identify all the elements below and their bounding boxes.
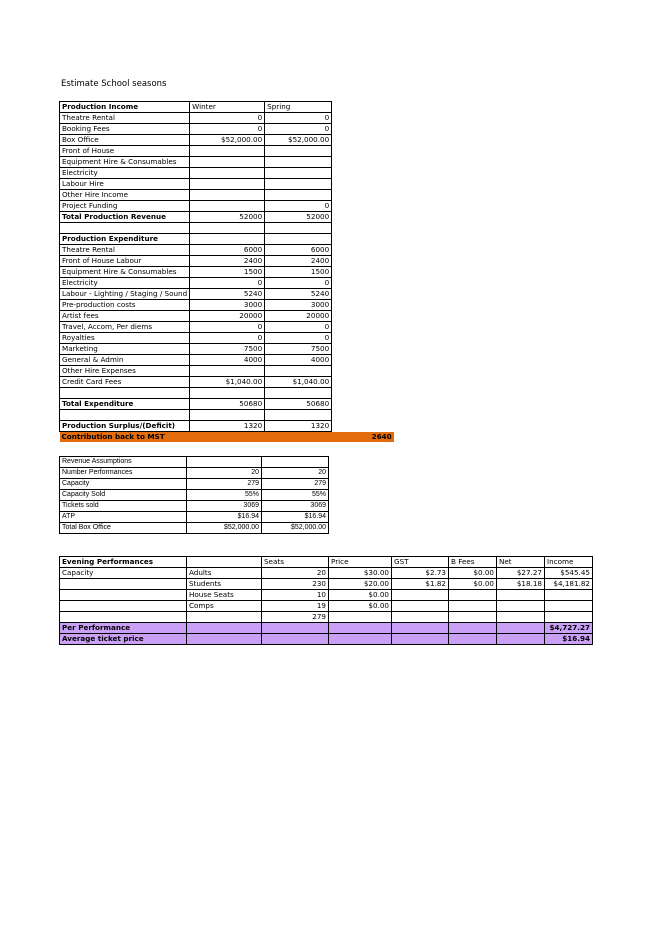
empty-cell[interactable]	[332, 322, 394, 333]
spring-value[interactable]: 7500	[265, 344, 332, 355]
value-cell[interactable]: $0.00	[329, 601, 392, 612]
expenditure-header[interactable]: Production Expenditure	[60, 234, 190, 245]
expenditure-total-row	[60, 399, 394, 410]
contribution-label[interactable]: Contribution back to MST	[60, 432, 190, 443]
winter-value[interactable]: 0	[190, 322, 265, 333]
winter-value[interactable]: $52,000.00	[187, 523, 262, 534]
empty-cell[interactable]	[332, 190, 394, 201]
empty-cell[interactable]	[187, 634, 262, 645]
value-cell[interactable]: $0.00	[329, 590, 392, 601]
empty-cell[interactable]	[332, 267, 394, 278]
empty-cell[interactable]	[332, 344, 394, 355]
expenditure-row	[60, 366, 394, 377]
spring-value[interactable]: 0	[265, 333, 332, 344]
row-label[interactable]: Capacity Sold	[60, 490, 187, 501]
average-price-value[interactable]: $16.94	[545, 634, 593, 645]
expenditure-row	[60, 311, 394, 322]
spring-value[interactable]: $1,040.00	[265, 377, 332, 388]
evening-row	[60, 568, 593, 579]
evening-header-label[interactable]: Evening Performances	[60, 557, 187, 568]
row-label[interactable]: Labour Hire	[60, 179, 190, 190]
total-expenditure-label[interactable]: Total Expenditure	[60, 399, 190, 410]
winter-value[interactable]	[190, 157, 265, 168]
row-label[interactable]: Booking Fees	[60, 124, 190, 135]
winter-value[interactable]: 1500	[190, 267, 265, 278]
expenditure-row	[60, 256, 394, 267]
assumption-row	[60, 512, 329, 523]
column-header[interactable]	[187, 557, 262, 568]
value-cell[interactable]	[545, 601, 593, 612]
column-header[interactable]: Price	[329, 557, 392, 568]
winter-value[interactable]: 0	[190, 333, 265, 344]
winter-value[interactable]	[190, 168, 265, 179]
blank-row	[60, 388, 394, 399]
empty-cell[interactable]	[187, 623, 262, 634]
empty-cell[interactable]	[332, 135, 394, 146]
value-cell[interactable]	[449, 612, 497, 623]
spring-value[interactable]	[265, 146, 332, 157]
empty-cell[interactable]	[332, 278, 394, 289]
income-row	[60, 157, 394, 168]
row-label[interactable]: Pre-production costs	[60, 300, 190, 311]
column-header[interactable]: Net	[497, 557, 545, 568]
empty-cell[interactable]	[190, 410, 265, 421]
empty-cell[interactable]	[187, 457, 262, 468]
value-cell[interactable]	[449, 601, 497, 612]
empty-cell[interactable]	[332, 102, 394, 113]
blank-row	[60, 410, 394, 421]
empty-cell[interactable]	[332, 157, 394, 168]
winter-value[interactable]: 3000	[190, 300, 265, 311]
expenditure-row	[60, 278, 394, 289]
row-label[interactable]: Travel, Accom, Per diems	[60, 322, 190, 333]
row-label[interactable]: Number Performances	[60, 468, 187, 479]
value-cell[interactable]: $2.73	[392, 568, 449, 579]
row-label[interactable]: Equipment Hire & Consumables	[60, 157, 190, 168]
row-label[interactable]: General & Admin	[60, 355, 190, 366]
row-label[interactable]: Electricity	[60, 278, 190, 289]
empty-cell[interactable]	[265, 234, 332, 245]
winter-value[interactable]	[190, 190, 265, 201]
empty-cell[interactable]	[332, 333, 394, 344]
average-price-row	[60, 634, 593, 645]
spring-value[interactable]	[265, 190, 332, 201]
row-label[interactable]: Royalties	[60, 333, 190, 344]
spring-value[interactable]	[265, 366, 332, 377]
value-cell[interactable]	[392, 590, 449, 601]
empty-cell[interactable]	[262, 634, 329, 645]
evening-row	[60, 612, 593, 623]
spring-value[interactable]: 3000	[265, 300, 332, 311]
row-label[interactable]: Electricity	[60, 168, 190, 179]
contribution-value[interactable]: 2640	[332, 432, 394, 443]
spring-value[interactable]: 6000	[265, 245, 332, 256]
winter-value[interactable]: 2400	[190, 256, 265, 267]
value-cell[interactable]	[329, 612, 392, 623]
expenditure-row	[60, 344, 394, 355]
surplus-row	[60, 421, 394, 432]
value-cell[interactable]: $27.27	[497, 568, 545, 579]
spring-value[interactable]: 5240	[265, 289, 332, 300]
spring-value[interactable]: 1320	[265, 421, 332, 432]
winter-value[interactable]: $1,040.00	[190, 377, 265, 388]
spring-value[interactable]: 279	[262, 479, 329, 490]
spring-value[interactable]: 0	[265, 201, 332, 212]
winter-value[interactable]	[190, 366, 265, 377]
value-cell[interactable]	[545, 612, 593, 623]
empty-cell[interactable]	[60, 410, 190, 421]
expenditure-row	[60, 333, 394, 344]
value-cell[interactable]	[449, 590, 497, 601]
value-cell[interactable]: $20.00	[329, 579, 392, 590]
row-label[interactable]: Credit Card Fees	[60, 377, 190, 388]
surplus-label[interactable]: Production Surplus/(Deficit)	[60, 421, 190, 432]
row-label[interactable]: Marketing	[60, 344, 190, 355]
empty-cell[interactable]	[332, 289, 394, 300]
evening-performances-table	[59, 556, 593, 645]
value-cell[interactable]	[392, 601, 449, 612]
row-label[interactable]: Front of House	[60, 146, 190, 157]
empty-cell[interactable]	[332, 421, 394, 432]
assumptions-header[interactable]: Revenue Assumptions	[60, 457, 187, 468]
empty-cell[interactable]	[332, 245, 394, 256]
spring-value[interactable]: $52,000.00	[265, 135, 332, 146]
empty-cell[interactable]	[332, 168, 394, 179]
empty-cell[interactable]	[190, 234, 265, 245]
spring-value[interactable]: $52,000.00	[262, 523, 329, 534]
assumption-row	[60, 501, 329, 512]
spring-value[interactable]: 50680	[265, 399, 332, 410]
empty-cell[interactable]	[332, 146, 394, 157]
row-label[interactable]: Capacity	[60, 568, 187, 579]
per-performance-label[interactable]: Per Performance	[60, 623, 187, 634]
income-row	[60, 124, 394, 135]
row-label[interactable]: Project Funding	[60, 201, 190, 212]
expenditure-row	[60, 245, 394, 256]
expenditure-row	[60, 300, 394, 311]
row-label[interactable]	[60, 579, 187, 590]
winter-value[interactable]	[190, 146, 265, 157]
empty-cell[interactable]	[262, 623, 329, 634]
empty-cell[interactable]	[332, 377, 394, 388]
assumption-row	[60, 523, 329, 534]
empty-cell[interactable]	[392, 623, 449, 634]
income-row	[60, 113, 394, 124]
value-cell[interactable]: 20	[262, 568, 329, 579]
empty-cell[interactable]	[332, 113, 394, 124]
winter-value[interactable]	[190, 201, 265, 212]
empty-cell[interactable]	[265, 223, 332, 234]
value-cell[interactable]	[497, 612, 545, 623]
row-label[interactable]: Artist fees	[60, 311, 190, 322]
empty-cell[interactable]	[332, 300, 394, 311]
expenditure-header-row	[60, 234, 394, 245]
average-price-label[interactable]: Average ticket price	[60, 634, 187, 645]
winter-value[interactable]: 50680	[190, 399, 265, 410]
value-cell[interactable]	[392, 612, 449, 623]
winter-value[interactable]: 0	[190, 113, 265, 124]
empty-cell[interactable]	[60, 388, 190, 399]
row-label[interactable]: Box Office	[60, 135, 190, 146]
empty-cell[interactable]	[392, 634, 449, 645]
winter-value[interactable]: 55%	[187, 490, 262, 501]
evening-row	[60, 601, 593, 612]
winter-value[interactable]: 0	[190, 124, 265, 135]
spring-value[interactable]: $16.94	[262, 512, 329, 523]
revenue-assumptions-table	[59, 456, 329, 534]
empty-cell[interactable]	[190, 388, 265, 399]
column-header[interactable]: B Fees	[449, 557, 497, 568]
spring-value[interactable]	[265, 168, 332, 179]
value-cell[interactable]: $30.00	[329, 568, 392, 579]
empty-cell[interactable]	[497, 623, 545, 634]
empty-cell[interactable]	[332, 124, 394, 135]
value-cell[interactable]: $0.00	[449, 579, 497, 590]
empty-cell[interactable]	[332, 366, 394, 377]
value-cell[interactable]	[545, 590, 593, 601]
empty-cell[interactable]	[449, 634, 497, 645]
spring-header[interactable]: Spring	[265, 102, 332, 113]
per-performance-row	[60, 623, 593, 634]
winter-value[interactable]: 7500	[190, 344, 265, 355]
spring-value[interactable]: 20000	[265, 311, 332, 322]
value-cell[interactable]: $0.00	[449, 568, 497, 579]
spring-value[interactable]: 1500	[265, 267, 332, 278]
sheet-title: Estimate School seasons	[61, 79, 167, 89]
row-label[interactable]: Theatre Rental	[60, 113, 190, 124]
row-label[interactable]: Comps	[187, 601, 262, 612]
empty-cell[interactable]	[262, 457, 329, 468]
spring-value[interactable]	[265, 179, 332, 190]
assumption-row	[60, 479, 329, 490]
income-row	[60, 179, 394, 190]
spring-value[interactable]: 55%	[262, 490, 329, 501]
row-label[interactable]	[60, 590, 187, 601]
winter-value[interactable]: 1320	[190, 421, 265, 432]
empty-cell[interactable]	[265, 410, 332, 421]
winter-value[interactable]: 5240	[190, 289, 265, 300]
income-total-row	[60, 212, 394, 223]
total-revenue-label[interactable]: Total Production Revenue	[60, 212, 190, 223]
winter-value[interactable]	[190, 179, 265, 190]
spring-value[interactable]: 0	[265, 113, 332, 124]
evening-header-row	[60, 557, 593, 568]
winter-value[interactable]: 0	[190, 278, 265, 289]
assumption-row	[60, 468, 329, 479]
empty-cell[interactable]	[332, 399, 394, 410]
row-label[interactable]	[60, 612, 187, 623]
column-header[interactable]: GST	[392, 557, 449, 568]
empty-cell[interactable]	[332, 223, 394, 234]
spring-value[interactable]: 0	[265, 322, 332, 333]
row-label[interactable]: Theatre Rental	[60, 245, 190, 256]
winter-value[interactable]: 20	[187, 468, 262, 479]
expenditure-row	[60, 377, 394, 388]
row-label[interactable]: Adults	[187, 568, 262, 579]
row-label[interactable]: Other Hire Expenses	[60, 366, 190, 377]
empty-cell[interactable]	[332, 234, 394, 245]
spring-value[interactable]: 4000	[265, 355, 332, 366]
contribution-row	[60, 432, 394, 443]
empty-cell[interactable]	[332, 256, 394, 267]
row-label[interactable]	[187, 612, 262, 623]
value-cell[interactable]: 10	[262, 590, 329, 601]
empty-cell[interactable]	[332, 311, 394, 322]
value-cell[interactable]: 279	[262, 612, 329, 623]
winter-value[interactable]: 52000	[190, 212, 265, 223]
income-row	[60, 201, 394, 212]
empty-cell[interactable]	[265, 432, 332, 443]
empty-cell[interactable]	[332, 410, 394, 421]
row-label[interactable]: Capacity	[60, 479, 187, 490]
empty-cell[interactable]	[332, 212, 394, 223]
empty-cell[interactable]	[329, 623, 392, 634]
winter-value[interactable]: 3069	[187, 501, 262, 512]
winter-value[interactable]: $16.94	[187, 512, 262, 523]
empty-cell[interactable]	[332, 355, 394, 366]
winter-value[interactable]: 279	[187, 479, 262, 490]
row-label[interactable]: Students	[187, 579, 262, 590]
expenditure-row	[60, 289, 394, 300]
assumptions-header-row	[60, 457, 329, 468]
winter-value[interactable]: $52,000.00	[190, 135, 265, 146]
column-header[interactable]: Income	[545, 557, 593, 568]
winter-value[interactable]: 6000	[190, 245, 265, 256]
value-cell[interactable]	[497, 590, 545, 601]
row-label[interactable]: Front of House Labour	[60, 256, 190, 267]
income-header-label[interactable]: Production Income	[60, 102, 190, 113]
row-label[interactable]: House Seats	[187, 590, 262, 601]
row-label[interactable]: Tickets sold	[60, 501, 187, 512]
spring-value[interactable]: 3069	[262, 501, 329, 512]
value-cell[interactable]: 230	[262, 579, 329, 590]
expenditure-row	[60, 355, 394, 366]
empty-cell[interactable]	[332, 179, 394, 190]
row-label[interactable]: Equipment Hire & Consumables	[60, 267, 190, 278]
spring-value[interactable]: 0	[265, 278, 332, 289]
value-cell[interactable]: 19	[262, 601, 329, 612]
expenditure-row	[60, 322, 394, 333]
spring-value[interactable]: 2400	[265, 256, 332, 267]
value-cell[interactable]: $1.82	[392, 579, 449, 590]
empty-cell[interactable]	[190, 432, 265, 443]
row-label[interactable]: Other Hire Income	[60, 190, 190, 201]
income-header-row	[60, 102, 394, 113]
row-label[interactable]: Total Box Office	[60, 523, 187, 534]
production-table	[59, 101, 394, 442]
row-label[interactable]	[60, 601, 187, 612]
empty-cell[interactable]	[60, 223, 190, 234]
evening-row	[60, 590, 593, 601]
empty-cell[interactable]	[497, 634, 545, 645]
value-cell[interactable]: $545.45	[545, 568, 593, 579]
empty-cell[interactable]	[265, 388, 332, 399]
spring-value[interactable]: 0	[265, 124, 332, 135]
empty-cell[interactable]	[332, 388, 394, 399]
assumption-row	[60, 490, 329, 501]
value-cell[interactable]: $4,181.82	[545, 579, 593, 590]
income-row	[60, 146, 394, 157]
income-row	[60, 168, 394, 179]
row-label[interactable]: ATP	[60, 512, 187, 523]
winter-header[interactable]: Winter	[190, 102, 265, 113]
empty-cell[interactable]	[329, 634, 392, 645]
empty-cell[interactable]	[449, 623, 497, 634]
column-header[interactable]: Seats	[262, 557, 329, 568]
expenditure-row	[60, 267, 394, 278]
income-row	[60, 190, 394, 201]
empty-cell[interactable]	[332, 201, 394, 212]
value-cell[interactable]	[497, 601, 545, 612]
evening-row	[60, 579, 593, 590]
winter-value[interactable]: 20000	[190, 311, 265, 322]
blank-row	[60, 223, 394, 234]
empty-cell[interactable]	[190, 223, 265, 234]
winter-value[interactable]: 4000	[190, 355, 265, 366]
income-row	[60, 135, 394, 146]
value-cell[interactable]: $18.18	[497, 579, 545, 590]
spring-value[interactable]	[265, 157, 332, 168]
spring-value[interactable]: 20	[262, 468, 329, 479]
per-performance-value[interactable]: $4,727.27	[545, 623, 593, 634]
spring-value[interactable]: 52000	[265, 212, 332, 223]
row-label[interactable]: Labour - Lighting / Staging / Sound	[60, 289, 190, 300]
